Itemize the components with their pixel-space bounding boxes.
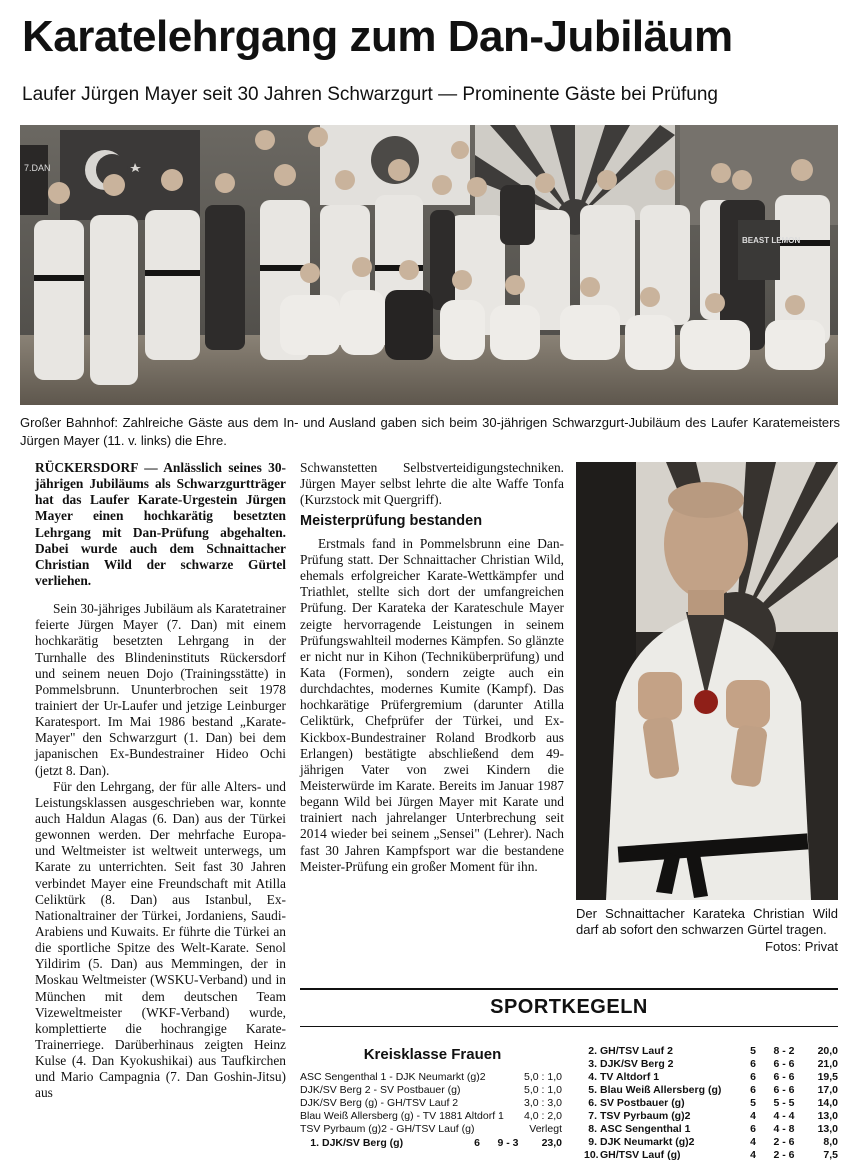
group-photo <box>20 125 838 405</box>
result-row: DJK/SV Berg (g) - GH/TSV Lauf 2 3,0 : 3,0 <box>300 1097 562 1109</box>
article-column-1 <box>35 460 286 1101</box>
portrait-caption <box>576 906 838 955</box>
banner-text: 7.DAN <box>24 163 51 173</box>
result-row: Blau Weiß Allersberg (g) - TV 1881 Altdorf 1 4,0 : 2,0 <box>300 1110 562 1122</box>
portrait-photo <box>576 462 838 900</box>
sport-section-title: SPORTKEGELN <box>490 996 648 1018</box>
standing-row: 10. GH/TSV Lauf (g) 4 2 - 6 7,5 <box>584 1149 838 1161</box>
standing-row: 2. GH/TSV Lauf 2 5 8 - 2 20,0 <box>588 1045 838 1057</box>
standing-row: 5. Blau Weiß Allersberg (g) 6 6 - 6 17,0 <box>588 1084 838 1096</box>
section-heading: Meisterprüfung bestanden <box>300 513 483 530</box>
results-list <box>300 1071 562 1136</box>
portrait-caption-text: Der Schnaittacher Karateka Christian Wild darf ab sofort den schwarzen Gürtel tragen. <box>576 906 838 938</box>
standing-row: 3. DJK/SV Berg 2 6 6 - 6 21,0 <box>588 1058 838 1070</box>
article-paragraph-3: Erstmals fand in Pommelsbrunn eine Dan-Prüfung statt. Der Schnaittacher Christian Wild, ehemals erfolgreicher Karate-Wettkämpfer und Triathlet, stellte sich dort der umfangreichen Prüfung. Der Karateka der Karateschule Mayer zeigte hervorragende Leistungen in seinem Prüfungswahlteil modernes Kämpfen. So glänzte er nicht nur in Kihon (Techniküberprüfung) und Kata (Formen), sondern zeigte auch ein durchdachtes, modernes Kumite (Kampf). Das hochkarätige Prüfergremium (darunter Atilla Celiktürk, Chefprüfer der Türkei, und Ex-Kickbox-Bundestrainer Roland Brodkorb aus Erlangen) bestätigte abschließend dem 49-jährigen Vater von zwei Kindern die Meisterwürde im Karate. Bereits im Januar 1987 begann Wild bei Jürgen Mayer mit Karate und trainiert nach jahrelanger Unterbrechung seit 2014 wieder bei seinem „Sensei" (Lehrer). Nach fast 30 Jahren Kampfsport war die bestandene Meister-Prüfung ein großer Moment für ihn. <box>300 535 564 874</box>
standing-row: 4. TV Altdorf 1 6 6 - 6 19,5 <box>588 1071 838 1083</box>
standings-table-part-2 <box>584 1045 838 1162</box>
standing-row: 8. ASC Sengenthal 1 6 4 - 8 13,0 <box>588 1123 838 1135</box>
section-rule-top <box>300 988 838 990</box>
article-paragraph-2: Für den Lehrgang, der für alle Alters- und Leistungsklassen ausgeschrieben war, konnte auch Haldun Alagas (6. Dan) aus der Türkei gewonnen werden. Der mehrfache Europa- und Weltmeister ist weltweit unterwegs, um Karate zu unterrichten. Seit fast 30 Jahren verbindet Mayer eine Freundschaft mit Atilla Celiktürk (8. Dan) aus Istanbul, Ex-Nationaltrainer der Türkei, Jordaniens, Saudi-Arabiens und Kuwaits. Er führte die Türkei an die sportliche Spitze des Welt-Karate. Senol Yildirim (5. Dan) aus Memmingen, der in Moskau Weltmeister (WSKU-Verband) und in München mit dem deutschen Team Vizeweltmeister (WKF-Verband) wurde, komplettierte die hochrangige Karate-Trainerriege. Darüberhinaus zeigten Heinz Kulse (4. Dan Kyokushikai) aus Taufkirchen und Mario Campagnia (7. Dan Goshin-Jitsu) aus <box>35 778 286 1101</box>
article-paragraph-2-continued: Schwanstetten Selbstverteidigungstechniken. Jürgen Mayer selbst lehrte die alte Waffe Tonfa (Kurzstock mit Quergriff). <box>300 460 564 508</box>
result-row: DJK/SV Berg 2 - SV Postbauer (g) 5,0 : 1,0 <box>300 1084 562 1096</box>
league-title: Kreisklasse Frauen <box>363 1046 502 1063</box>
article-column-2 <box>300 460 564 875</box>
standing-row: 6. SV Postbauer (g) 5 5 - 5 14,0 <box>588 1097 838 1109</box>
result-row: TSV Pyrbaum (g)2 - GH/TSV Lauf (g) Verlegt <box>300 1123 562 1135</box>
standing-row: 9. DJK Neumarkt (g)2 4 2 - 6 8,0 <box>588 1136 838 1148</box>
result-row: ASC Sengenthal 1 - DJK Neumarkt (g)2 5,0 : 1,0 <box>300 1071 562 1083</box>
standing-row: 1. DJK/SV Berg (g) 6 9 - 3 23,0 <box>310 1137 562 1149</box>
standings-table-part-1 <box>306 1137 562 1150</box>
subheadline: Laufer Jürgen Mayer seit 30 Jahren Schwarzgurt — Prominente Gäste bei Prüfung <box>22 84 718 105</box>
section-rule-bottom <box>300 1026 838 1027</box>
shirt-text: BEAST LEMON <box>742 236 801 245</box>
headline: Karatelehrgang zum Dan-Jubiläum <box>22 12 733 61</box>
photo-caption: Großer Bahnhof: Zahlreiche Gäste aus dem In- und Ausland gaben sich beim 30-jährigen Schwarzgurt-Jubiläum des Laufer Karatemeisters Jürgen Mayer (11. v. links) die Ehre. <box>20 415 840 448</box>
photo-credit: Fotos: Privat <box>765 938 838 954</box>
standing-row: 7. TSV Pyrbaum (g)2 4 4 - 4 13,0 <box>588 1110 838 1122</box>
article-paragraph-1: Sein 30-jähriges Jubiläum als Karatetrainer feierte Jürgen Mayer (7. Dan) mit einem hochkarätig besetzten Lehrgang in der Turnhalle des Blindeninstituts Rückersdorf und seinem neuen Dojo (Trainingsstätte) in Pommelsbrunn. Ununterbrochen seit 1978 trainiert der Ur-Laufer und jetzige Leinburger Karatesport. Im Mai 1986 bestand „Karate-Mayer" den Schwarzgurt (1. Dan) bei dem japanischen Ex-Bundestrainer Hideo Ochi (jetzt 8. Dan). <box>35 601 286 778</box>
article-lead: RÜCKERSDORF — Anlässlich seines 30-jährigen Jubiläums als Schwarzgurtträger hat das Laufer Karate-Urgestein Jürgen Mayer einen hochkarätig besetzten Lehrgang mit Dan-Prüfung abgehalten. Dabei wurde auch dem Schnaittacher Christian Wild der schwarze Gürtel verliehen. <box>35 460 286 588</box>
